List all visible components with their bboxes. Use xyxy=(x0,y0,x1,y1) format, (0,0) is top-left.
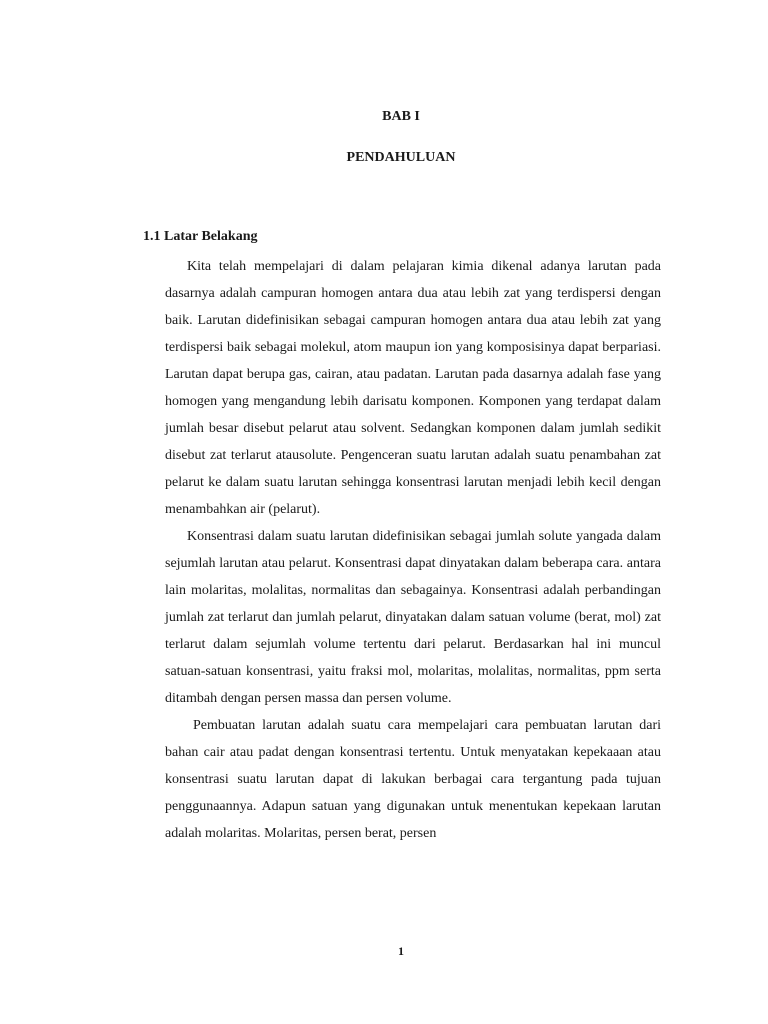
page-number: 1 xyxy=(398,944,404,958)
section-heading: 1.1 Latar Belakang xyxy=(143,229,258,244)
chapter-title: PENDAHULUAN xyxy=(346,150,456,165)
chapter-label: BAB I xyxy=(382,109,420,124)
paragraph-larutan: Kita telah mempelajari di dalam pelajaran kimia dikenal adanya larutan pada dasarnya adalah campuran homogen antara dua atau lebih zat yang terdispersi dengan baik. Larutan didefinisikan sebagai campuran homogen antara dua atau lebih zat yang terdispersi baik sebagai molekul, atom maupun ion yang komposisinya dapat berpariasi. Larutan dapat berupa gas, cairan, atau padatan. Larutan pada dasarnya adalah fase yang homogen yang mengandung lebih darisatu komponen. Komponen yang terdapat dalam jumlah besar disebut pelarut atau solvent. Sedangkan komponen dalam jumlah sedikit disebut zat terlarut atausolute. Pengenceran suatu larutan adalah suatu penambahan zat pelarut ke dalam suatu larutan sehingga konsentrasi larutan menjadi lebih kecil dengan menambahkan air (pelarut). xyxy=(165,259,661,517)
paragraph-konsentrasi: Konsentrasi dalam suatu larutan didefinisikan sebagai jumlah solute yangada dalam sejumlah larutan atau pelarut. Konsentrasi dapat dinyatakan dalam beberapa cara. antara lain molaritas, molalitas, normalitas dan sebagainya. Konsentrasi adalah perbandingan jumlah zat terlarut dan jumlah pelarut, dinyatakan dalam satuan volume (berat, mol) zat terlarut dalam sejumlah volume tertentu dari pelarut. Berdasarkan hal ini muncul satuan-satuan konsentrasi, yaitu fraksi mol, molaritas, molalitas, normalitas, ppm serta ditambah dengan persen massa dan persen volume. xyxy=(165,529,661,706)
body-text xyxy=(165,253,661,847)
paragraph-pembuatan-larutan: Pembuatan larutan adalah suatu cara mempelajari cara pembuatan larutan dari bahan cair atau padat dengan konsentrasi tertentu. Untuk menyatakan kepekaaan atau konsentrasi suatu larutan dapat di lakukan berbagai cara tergantung pada tujuan penggunaannya. Adapun satuan yang digunakan untuk menentukan kepekaan larutan adalah molaritas. Molaritas, persen berat, persen xyxy=(165,718,661,841)
